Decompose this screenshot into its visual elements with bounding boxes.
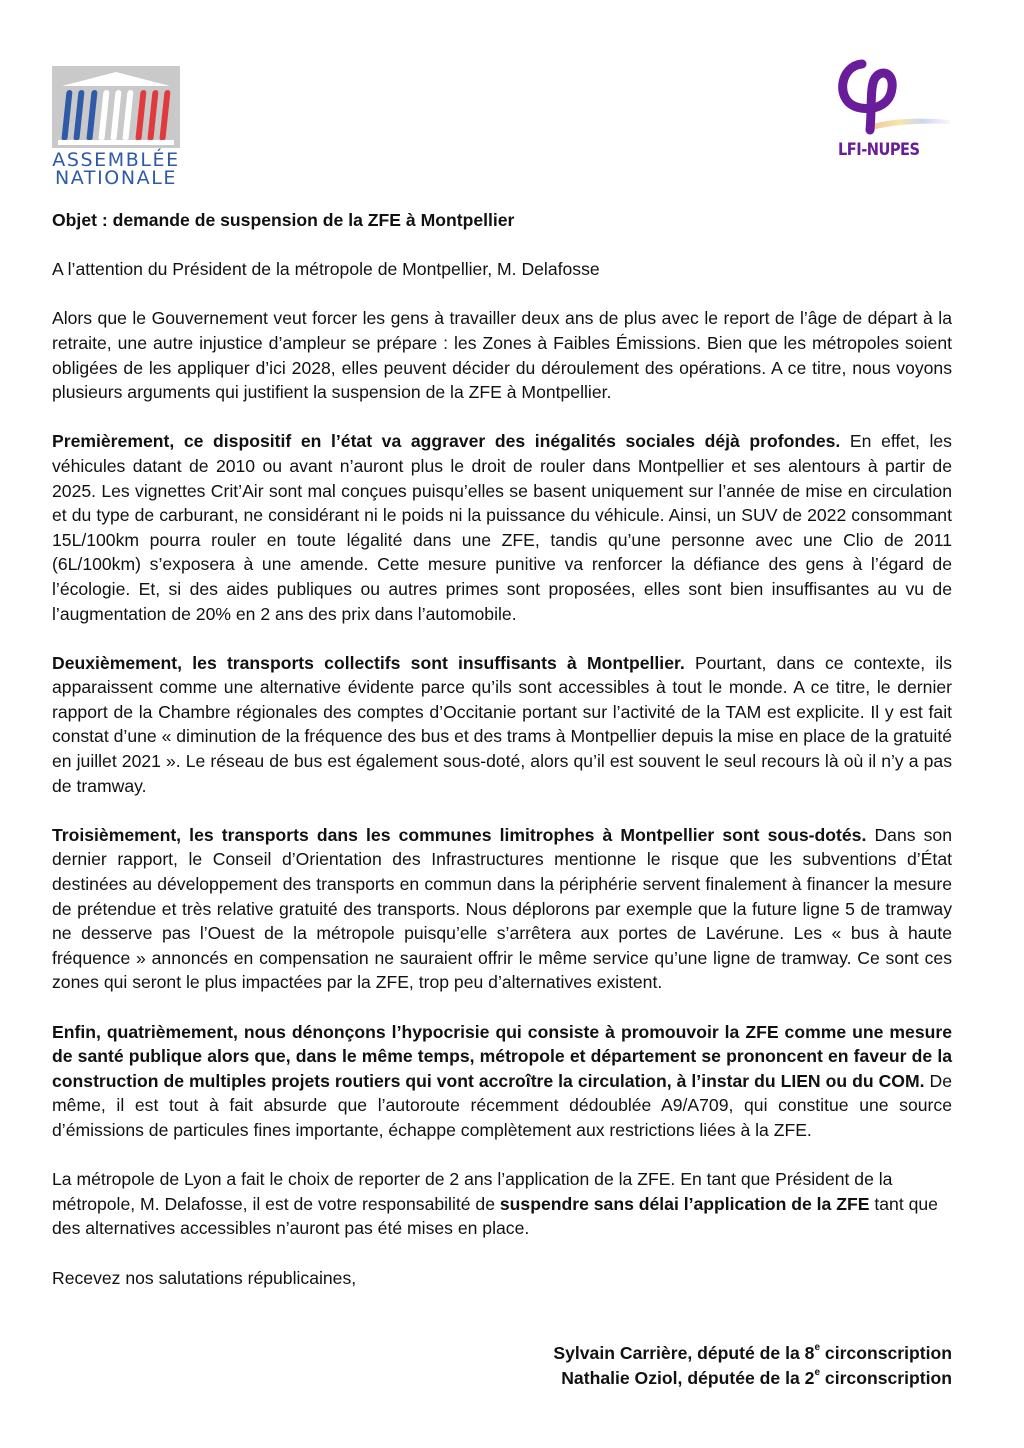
pediment-icon <box>62 70 170 86</box>
letter-subject: Objet : demande de suspension de la ZFE à Montpellier <box>52 210 515 230</box>
argument-1-paragraph <box>52 429 952 626</box>
argument-4-paragraph <box>52 1020 952 1143</box>
argument-4-heading: Enfin, quatrièmement, nous dénonçons l’hypocrisie qui consiste à promouvoir la ZFE comme une mesure de santé publique alors que, dans le même temps, métropole et département se prononcent en faveur de la construction de multiples projets routiers qui vont accroître la circulation, à l’instar du LIEN ou du COM. <box>52 1021 952 1091</box>
argument-2-text: Pourtant, dans ce contexte, ils apparaissent comme une alternative évidente parce qu’ils sont accessibles à tout le monde. A ce titre, le dernier rapport de la Chambre régionales des comptes d’Occitanie portant sur l’activité de la TAM est explicite. Il y est fait constat d’une « diminution de la fréquence des bus et des trams à Montpellier depuis la mise en place de la gratuité en juillet 2021 ». Le réseau de bus est également sous-doté, alors qu’il est souvent le seul recours là où il n’y a pas de tramway. <box>52 652 952 796</box>
phi-icon <box>832 54 952 144</box>
lfi-nupes-label: LFI-NUPES <box>838 140 920 160</box>
argument-3-paragraph <box>52 823 952 995</box>
signatures-block <box>553 1341 952 1390</box>
intro-paragraph: Alors que le Gouvernement veut forcer les gens à travailler deux ans de plus avec le report de l’âge de départ à la retraite, une autre injustice d’ampleur se prépare : les Zones à Faibles Émissions. Bien que les métropoles soient obligées de les appliquer d’ici 2028, elles peuvent décider du déroulement des opérations. A ce titre, nous voyons plusieurs arguments qui justifient la suspension de la ZFE à Montpellier. <box>52 308 952 403</box>
argument-1-text: En effet, les véhicules datant de 2010 ou avant n’auront plus le droit de rouler dans Montpellier et ses alentours à partir de 2025. Les vignettes Crit’Air sont mal conçues puisqu’elles se basent uniquement sur l’année de mise en circulation et du type de carburant, ne considérant ni le poids ni la puissance du véhicule. Ainsi, un SUV de 2022 consommant 15L/100km pourra rouler en toute légalité dans une ZFE, tandis qu’une personne avec une Clio de 2011 (6L/100km) s’exposera à une amende. Cette mesure punitive va renforcer la défiance des gens à l’égard de l’écologie. Et, si des aides publiques ou autres primes sont proposées, elles sont bien insuffisantes au vu de l’augmentation de 20% en 2 ans des prix dans l’automobile. <box>52 431 952 624</box>
logo-text-line1: ASSEMBLÉE <box>52 149 180 171</box>
conclusion-text-1: La métropole de Lyon a fait le choix de reporter de 2 ans l’application de la ZFE. En tant que Président de la métropole, M. Delafosse, il est de votre responsabilité de <box>52 1169 893 1214</box>
argument-2-paragraph <box>52 651 952 799</box>
argument-4-text: De même, il est tout à fait absurde que l’autoroute récemment dédoublée A9/A709, qui constitue une source d’émissions de particules fines importante, échappe complètement aux restrictions liées à la ZFE. <box>52 1070 952 1140</box>
signature-2: Nathalie Oziol, députée de la 2e circonscription <box>561 1366 952 1388</box>
letter-recipient: A l’attention du Président de la métropole de Montpellier, M. Delafosse <box>52 259 600 280</box>
letter-body <box>52 208 952 1290</box>
assemblee-building-emblem <box>52 66 180 148</box>
conclusion-text-2: tant que des alternatives accessibles n’auront pas été mises en place. <box>52 1193 938 1239</box>
lfi-nupes-logo <box>832 54 952 166</box>
logo-text-line2: NATIONALE <box>54 167 178 189</box>
closing-line: Recevez nos salutations républicaines, <box>52 1267 357 1288</box>
argument-2-heading: Deuxièmement, les transports collectifs sont insuffisants à Montpellier. <box>52 652 685 673</box>
argument-3-text: Dans son dernier rapport, le Conseil d’Orientation des Infrastructures mentionne le risque que les subventions d’État destinées au développement des transports en commun dans la périphérie servent finalement à financer la mesure de prétendue et très relative gratuité des transports. Nous déplorons par exemple que la future ligne 5 de tramway ne desserve pas l’Ouest de la métropole puisqu’elle s’arrêtera aux portes de Lavérune. Les « bus à haute fréquence » annoncés en compensation ne sauraient offrir le même service qu’une ligne de tramway. Ce sont ces zones qui seront le plus impactées par la ZFE, trop peu d’alternatives existent. <box>52 824 952 993</box>
signature-1: Sylvain Carrière, député de la 8e circonscription <box>553 1342 952 1363</box>
columns-tricolor <box>64 90 168 142</box>
argument-1-heading: Premièrement, ce dispositif en l’état va aggraver des inégalités sociales déjà profondes. <box>52 431 841 452</box>
argument-3-heading: Troisièmement, les transports dans les communes limitrophes à Montpellier sont sous-dotés. <box>52 824 867 845</box>
conclusion-demand: suspendre sans délai l’application de la ZFE <box>499 1193 870 1214</box>
assemblee-nationale-logo <box>52 66 180 189</box>
conclusion-paragraph <box>52 1167 952 1241</box>
